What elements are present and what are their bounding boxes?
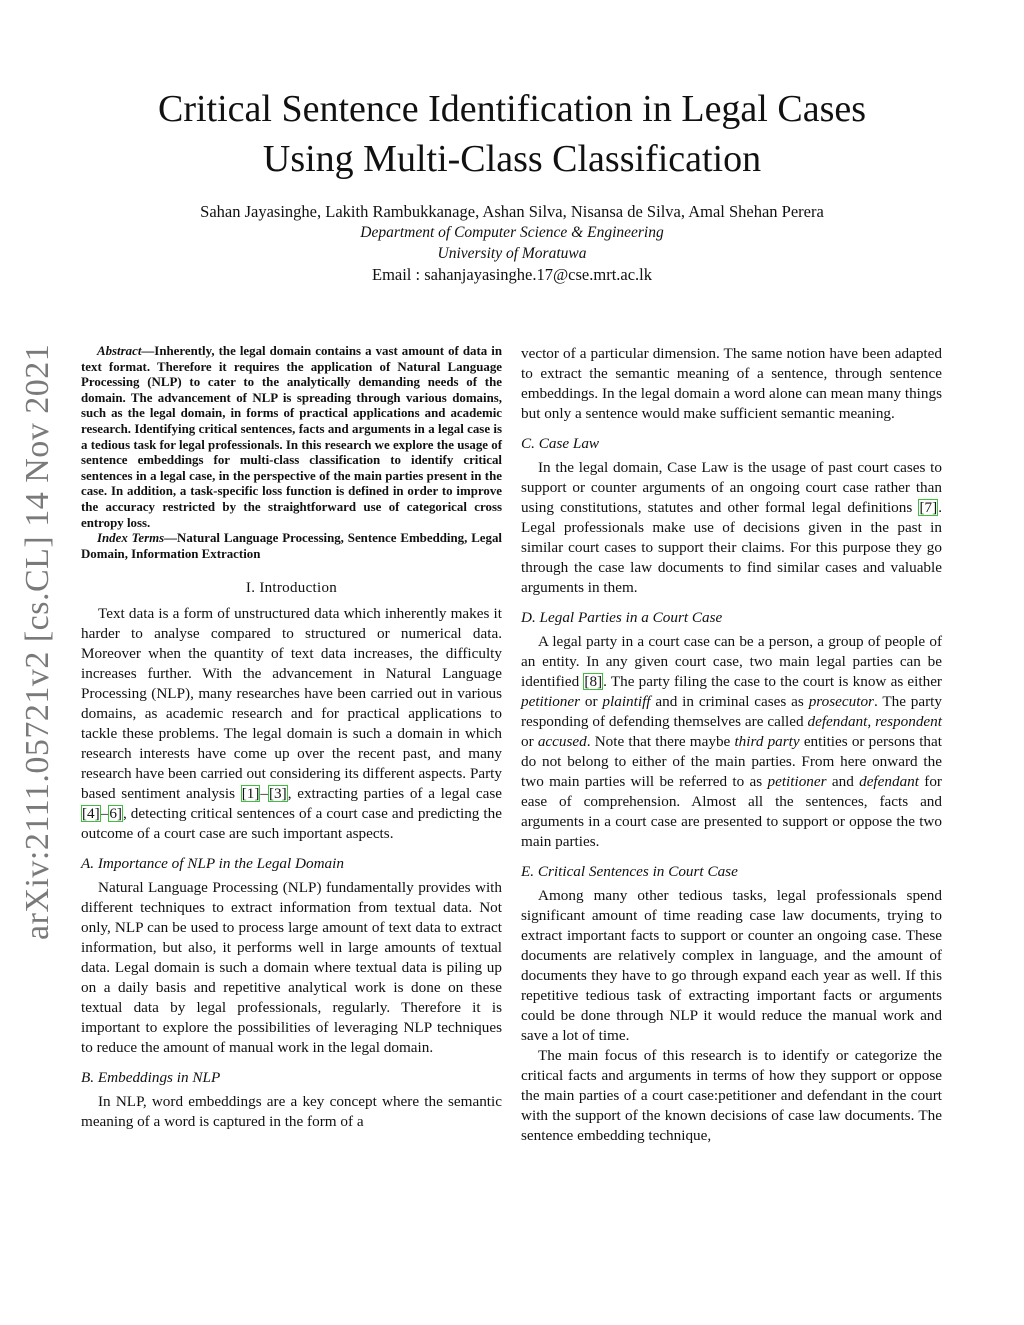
author-block [100, 201, 924, 285]
critical-sentences-paragraph-2: The main focus of this research is to identify or categorize the critical facts and arguments in terms of how they support or oppose the main parties of a court case:petitioner and defendant in the court with the support of the known decisions of case law documents. The sentence embedding technique, [521, 1047, 942, 1144]
parties-or-1: or [580, 693, 603, 710]
legal-parties-paragraph [521, 632, 942, 852]
subsection-heading-c: C. Case Law [521, 435, 600, 452]
parties-or-2: or [521, 733, 538, 750]
subsection-heading-b: B. Embeddings in NLP [81, 1069, 221, 1087]
citation-link[interactable]: [1] [241, 785, 260, 803]
title-line-1: Critical Sentence Identification in Legal Cases [157, 88, 867, 130]
intro-text-c: , detecting critical sentences of a court case and predicting the outcome of a court case are such important aspects. [81, 805, 502, 843]
critical-sentences-paragraph-1: Among many other tedious tasks, legal professionals spend significant amount of time reading case law documents, trying to extract important facts to support or counter an ongoing case. These documents are relatively complex in language, and the amount of documents they have to go through expand each year as well. If this repetitive tedious task of extracting important facts or arguments could be done through NLP it would reduce the manual work and save a lot of time. [521, 887, 942, 1044]
department: Department of Computer Science & Engineering [360, 224, 664, 241]
subsection-heading-d: D. Legal Parties in a Court Case [521, 609, 723, 626]
citation-link[interactable]: [8] [584, 673, 603, 690]
email: Email : sahanjayasinghe.17@cse.mrt.ac.lk [371, 265, 653, 284]
subsection-heading-a: A. Importance of NLP in the Legal Domain [81, 855, 344, 873]
index-terms [81, 531, 502, 562]
term-respondent: respondent [875, 713, 942, 730]
citation-link[interactable]: 6] [109, 805, 122, 823]
parties-text-a: A legal party in a court case can be a person, a group of people of an entity. In any given court case, two main legal parties can be identified [521, 633, 942, 690]
case-law-text-a: In the legal domain, Case Law is the usage of past court cases to support or counter arguments of an ongoing court case rather than using constitutions, statutes and other formal legal definitions [521, 459, 942, 516]
parties-comma: , [867, 713, 876, 730]
parties-text-g: for ease of comprehension. Almost all the sentences, facts and arguments in a court case are presented to support or oppose the two main parties. [521, 773, 942, 850]
term-defendant: defendant [807, 713, 868, 730]
term-prosecutor: prosecutor [808, 693, 874, 710]
citation-link[interactable]: [3] [269, 785, 287, 803]
intro-text-a: Text data is a form of unstructured data which inherently makes it harder to analyse compared to structured or numerical data. Moreover when the quantity of text data increases, the difficulty increases further. With the advancement in Natural Language Processing (NLP), many researches have been carried out in various domains, as academic research and for practical applications to tackle these problems. The legal domain is such a domain in which research interests have come up over the recent past, and many research have been carried out considering its different aspects. Party based sentiment analysis [81, 605, 502, 803]
case-law-text-b: . Legal professionals make use of decisions given in the past in similar court cases to support their claims. For this purpose they go through the case law documents to find similar cases and valuable arguments in them. [521, 499, 942, 596]
paper-title [100, 84, 924, 184]
right-column [521, 344, 942, 1146]
arxiv-stamp: arXiv:2111.05721v2 [cs.CL] 14 Nov 2021 [19, 343, 56, 940]
term-accused: accused [537, 733, 587, 750]
parties-and: and [826, 773, 860, 790]
index-terms-label: Index Terms [97, 531, 165, 546]
term-petitioner: petitioner [767, 773, 827, 790]
abstract [81, 344, 502, 531]
parties-text-e: . Note that there maybe [586, 733, 735, 750]
parties-text-b: . The party filing the case to the court is know as either [603, 673, 942, 690]
abstract-text: —Inherently, the legal domain contains a vast amount of data in text format. Therefore it requires the application of Natural Language Processing (NLP) to cater to the analytically demanding needs of the domain. The advancement of NLP is spreading through various domains, such as the legal domain, in forms of practical applications and academic research. Identifying critical sentences, facts and arguments in a legal case is a tedious task for legal professionals. In this research we explore the usage of sentence embeddings for multi-class classification to identify critical sentences in a legal case, in the perspective of the main parties present in the case. In addition, a task-specific loss function is defined in order to improve the accuracy restricted by the straightforward use of categorical cross entropy loss. [81, 344, 502, 530]
intro-paragraph [81, 604, 502, 844]
term-petitioner: petitioner [521, 693, 581, 710]
title-line-2: Using Multi-Class Classification [262, 138, 762, 180]
parties-text-d: . The party responding of defending themselves are called [521, 693, 942, 730]
intro-text-b: , extracting parties of a legal case [287, 785, 502, 803]
term-plaintiff: plaintiff [602, 693, 651, 710]
embeddings-paragraph: In NLP, word embeddings are a key concept where the semantic meaning of a word is captured in the form of a [81, 1093, 502, 1131]
term-third-party: third party [734, 733, 800, 750]
citation-link[interactable]: [7] [919, 499, 938, 516]
embeddings-paragraph-continued: vector of a particular dimension. The same notion have been adapted to extract the semantic meaning of a sentence, through sentence embeddings. In the legal domain a word alone can mean many things but only a sentence would make sufficient semantic meaning. [521, 345, 942, 422]
abstract-label: Abstract [97, 344, 142, 358]
parties-text-f: entities or persons that do not belong to either of the main parties. From here onward the two main parties will be referred to as [521, 733, 942, 790]
citation-dash: – [100, 805, 109, 823]
university: University of Moratuwa [437, 245, 587, 262]
term-defendant: defendant [859, 773, 919, 790]
nlp-importance-paragraph: Natural Language Processing (NLP) fundamentally provides with different techniques to extract information from textual data. Not only, NLP can be used to process large amount of text data to extract information, but also, it performs well in large amounts of textual data. Legal domain is such a domain where textual data is piling up on a daily basis and repetitive analytical work is done on these textual data by legal professionals, regularly. Therefore it is important to explore the possibilities of leveraging NLP techniques to reduce the amount of manual work in the legal domain. [81, 879, 502, 1057]
case-law-paragraph [521, 458, 942, 598]
author-list: Sahan Jayasinghe, Lakith Rambukkanage, Ashan Silva, Nisansa de Silva, Amal Shehan Perera [200, 202, 824, 221]
left-column [81, 344, 502, 1132]
citation-link[interactable]: [4] [82, 805, 100, 823]
citation-dash: – [260, 785, 268, 803]
parties-text-c: and in criminal cases as [650, 693, 809, 710]
subsection-heading-e: E. Critical Sentences in Court Case [521, 863, 738, 880]
section-heading-introduction: I. Introduction [245, 580, 338, 597]
index-terms-text: —Natural Language Processing, Sentence Embedding, Legal Domain, Information Extraction [81, 531, 502, 561]
